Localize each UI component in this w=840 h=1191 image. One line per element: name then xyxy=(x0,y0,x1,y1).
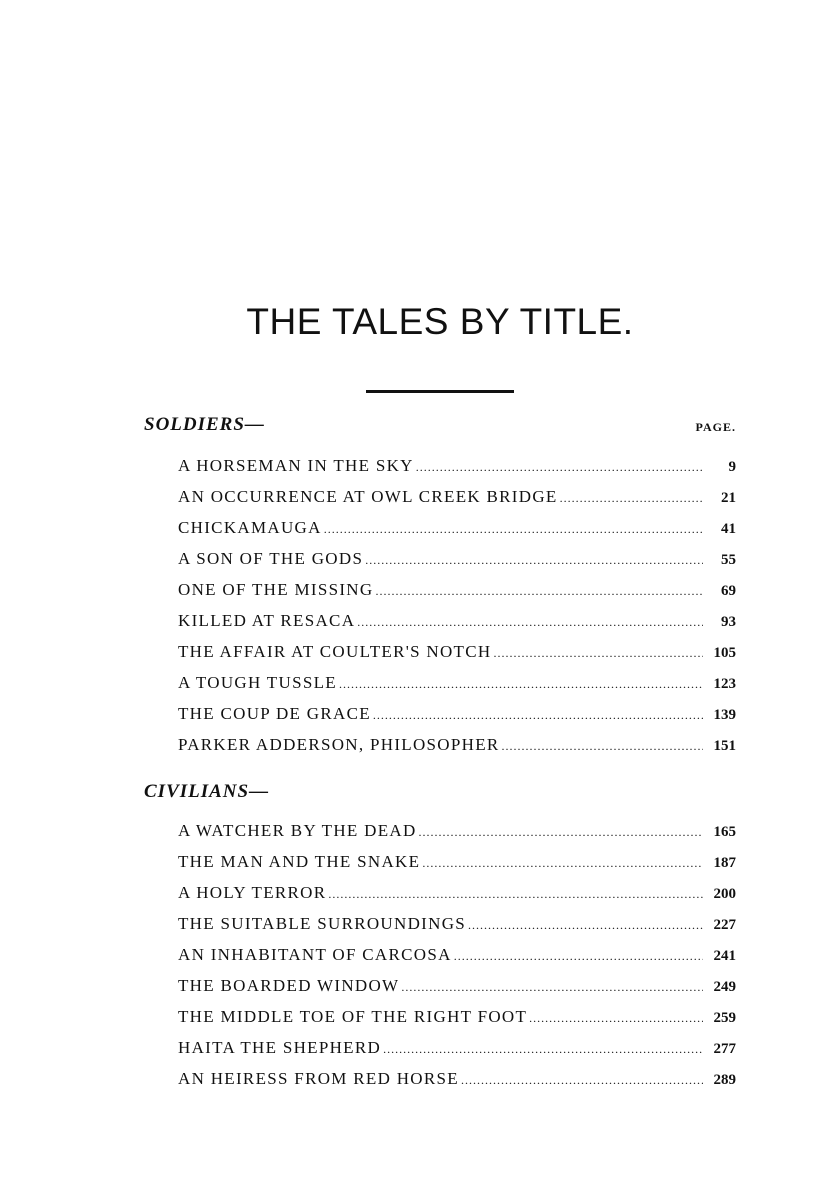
entry-page: 259 xyxy=(713,1010,736,1026)
entry-page: 165 xyxy=(713,824,736,840)
entry-title: CHICKAMAUGA xyxy=(178,518,322,537)
entry-page: 93 xyxy=(721,614,736,630)
toc-entry xyxy=(178,815,736,846)
entry-title: PARKER ADDERSON, PHILOSOPHER xyxy=(178,735,500,754)
toc-entry xyxy=(178,1032,736,1063)
entry-title: AN INHABITANT OF CARCOSA xyxy=(178,945,452,964)
toc-entry xyxy=(178,481,736,512)
toc-entry xyxy=(178,605,736,636)
entry-title: KILLED AT RESACA xyxy=(178,611,356,630)
entry-page: 9 xyxy=(728,459,736,475)
entry-page: 249 xyxy=(713,979,736,995)
toc-entry xyxy=(178,636,736,667)
toc-entry xyxy=(178,1063,736,1094)
dot-leader xyxy=(454,941,703,972)
entry-page: 41 xyxy=(721,521,736,537)
entry-title: THE SUITABLE SURROUNDINGS xyxy=(178,914,467,933)
toc-entry xyxy=(178,450,736,481)
entry-title: ONE OF THE MISSING xyxy=(178,580,374,599)
dot-leader xyxy=(357,607,703,638)
entry-title: A HOLY TERROR xyxy=(178,883,327,902)
toc-entry xyxy=(178,512,736,543)
dot-leader xyxy=(324,514,703,545)
entry-title: THE AFFAIR AT COULTER'S NOTCH xyxy=(178,642,492,661)
entry-title: AN OCCURRENCE AT OWL CREEK BRIDGE xyxy=(178,487,558,506)
toc-entry xyxy=(178,574,736,605)
toc-entry xyxy=(178,667,736,698)
entry-page: 200 xyxy=(713,886,736,902)
dot-leader xyxy=(401,972,703,1003)
dot-leader xyxy=(419,817,703,848)
dot-leader xyxy=(365,545,703,576)
entry-title: HAITA THE SHEPHERD xyxy=(178,1038,382,1057)
toc-entry xyxy=(178,729,736,760)
entry-title: A WATCHER BY THE DEAD xyxy=(178,821,417,840)
toc-entry xyxy=(178,1001,736,1032)
dot-leader xyxy=(502,731,703,762)
dot-leader xyxy=(493,638,703,669)
entry-page: 139 xyxy=(713,707,736,723)
entry-page: 69 xyxy=(721,583,736,599)
dot-leader xyxy=(468,910,703,941)
entry-title: A SON OF THE GODS xyxy=(178,549,364,568)
dot-leader xyxy=(328,879,703,910)
toc-entry xyxy=(178,939,736,970)
dot-leader xyxy=(416,452,703,483)
section-heading-soldiers: SOLDIERS— xyxy=(144,414,265,435)
toc-entry xyxy=(178,970,736,1001)
dot-leader xyxy=(422,848,703,879)
entry-page: 227 xyxy=(713,917,736,933)
page-column-label: PAGE. xyxy=(695,420,736,434)
dot-leader xyxy=(375,576,703,607)
toc-entry xyxy=(178,877,736,908)
dot-leader xyxy=(461,1065,703,1096)
entry-page: 21 xyxy=(721,490,736,506)
entry-page: 241 xyxy=(713,948,736,964)
entry-page: 277 xyxy=(713,1041,736,1057)
toc-list-soldiers xyxy=(178,450,736,760)
toc-entry xyxy=(178,543,736,574)
entry-page: 187 xyxy=(713,855,736,871)
entry-title: THE MAN AND THE SNAKE xyxy=(178,852,421,871)
entry-title: THE MIDDLE TOE OF THE RIGHT FOOT xyxy=(178,1007,528,1026)
toc-entry xyxy=(178,698,736,729)
entry-title: A HORSEMAN IN THE SKY xyxy=(178,456,414,475)
dot-leader xyxy=(560,483,703,514)
dot-leader xyxy=(339,669,703,700)
entry-page: 105 xyxy=(713,645,736,661)
toc-entry xyxy=(178,908,736,939)
entry-page: 289 xyxy=(713,1072,736,1088)
page-title: THE TALES BY TITLE. xyxy=(246,301,634,342)
title-rule xyxy=(366,390,514,393)
entry-title: THE COUP DE GRACE xyxy=(178,704,371,723)
dot-leader xyxy=(529,1003,703,1034)
entry-page: 55 xyxy=(721,552,736,568)
entry-title: A TOUGH TUSSLE xyxy=(178,673,337,692)
entry-title: THE BOARDED WINDOW xyxy=(178,976,400,995)
entry-page: 151 xyxy=(713,738,736,754)
entry-page: 123 xyxy=(713,676,736,692)
toc-entry xyxy=(178,846,736,877)
entry-title: AN HEIRESS FROM RED HORSE xyxy=(178,1069,459,1088)
dot-leader xyxy=(373,700,703,731)
toc-list-civilians xyxy=(178,815,736,1094)
dot-leader xyxy=(383,1034,703,1065)
section-heading-civilians: CIVILIANS— xyxy=(144,781,270,802)
